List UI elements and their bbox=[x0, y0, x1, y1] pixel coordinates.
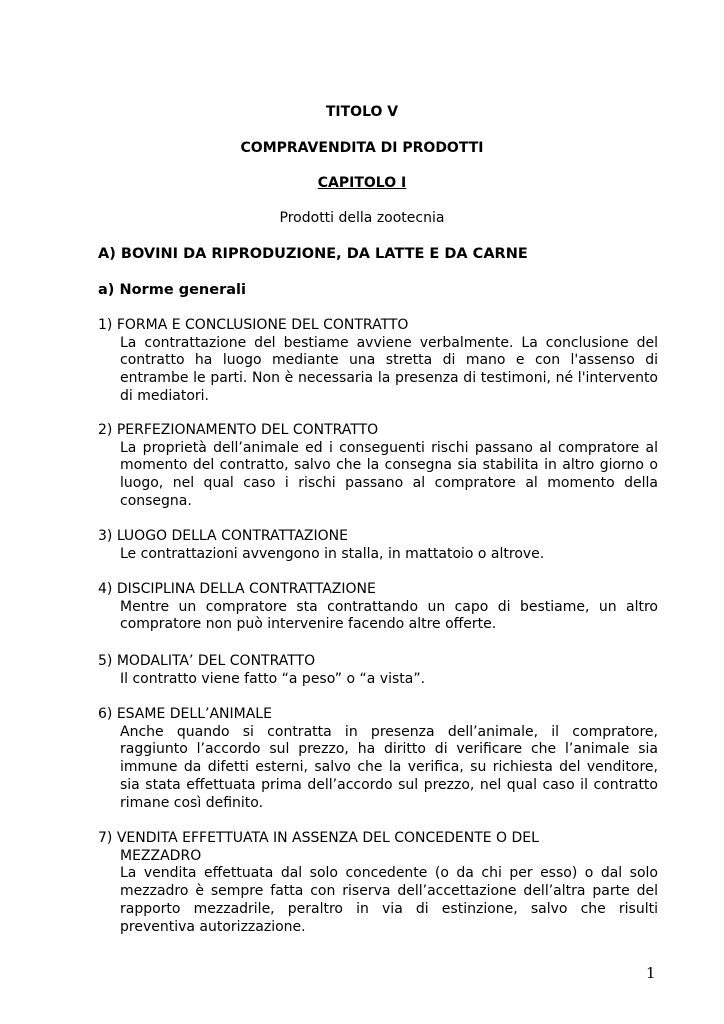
subsection-a-heading: a) Norme generali bbox=[98, 282, 246, 298]
article-title: 3) LUOGO DELLA CONTRATTAZIONE bbox=[98, 528, 348, 544]
article-body: Anche quando si contratta in presenza dell’animale, il compratore, raggiunto l’accordo sul prezzo, ha diritto di verificare che l’animale sia immune da difetti esterni, salvo che la verifica, su richiesta del venditore, sia stata effettuata prima dell’accordo sul prezzo, nel qual caso il contratto rimane così definito. bbox=[120, 723, 658, 811]
article-title: 1) FORMA E CONCLUSIONE DEL CONTRATTO bbox=[98, 317, 409, 333]
article-title: 7) VENDITA EFFETTUATA IN ASSENZA DEL CONCEDENTE O DEL bbox=[98, 830, 539, 846]
article-2 bbox=[98, 422, 658, 511]
article-7 bbox=[98, 830, 658, 936]
subtitle-heading: COMPRAVENDITA DI PRODOTTI bbox=[240, 140, 484, 156]
article-4 bbox=[98, 581, 658, 634]
article-body: Le contrattazioni avvengono in stalla, in mattatoio o altrove. bbox=[120, 545, 545, 562]
article-6 bbox=[98, 706, 658, 812]
article-body: La contrattazione del bestiame avviene verbalmente. La conclusione del contratto ha luogo mediante una stretta di mano e con l'assenso di entrambe le parti. Non è necessaria la presenza di testimoni, né l'intervento di mediatori. bbox=[120, 334, 658, 404]
article-body: Il contratto viene fatto “a peso” o “a vista”. bbox=[120, 670, 426, 687]
capitolo-heading: CAPITOLO I bbox=[317, 175, 407, 191]
article-title: 4) DISCIPLINA DELLA CONTRATTAZIONE bbox=[98, 581, 376, 597]
article-title: 2) PERFEZIONAMENTO DEL CONTRATTO bbox=[98, 422, 379, 438]
article-title: 5) MODALITA’ DEL CONTRATTO bbox=[98, 653, 316, 669]
article-body: La vendita effettuata dal solo concedente (o da chi per esso) o dal solo mezzadro è sempre fatta con riserva dell’accettazione dell’altra parte del rapporto mezzadrile, peraltro in via di estinzione, salvo che risulti preventiva autorizzazione. bbox=[120, 865, 658, 935]
article-body: Mentre un compratore sta contrattando un capo di bestiame, un altro compratore non può intervenire facendo altre offerte. bbox=[120, 598, 658, 633]
page-number: 1 bbox=[646, 964, 656, 982]
titolo-heading: TITOLO V bbox=[325, 104, 399, 120]
article-3 bbox=[98, 528, 658, 563]
article-body: La proprietà dell’animale ed i conseguenti rischi passano al compratore al momento del contratto, salvo che la consegna sia stabilita in altro giorno o luogo, nel qual caso i rischi passano al compratore al momento della consegna. bbox=[120, 439, 658, 509]
article-title: 6) ESAME DELL’ANIMALE bbox=[98, 706, 272, 722]
article-5 bbox=[98, 653, 658, 688]
article-title-continuation: MEZZADRO bbox=[120, 847, 202, 864]
section-a-heading: A) BOVINI DA RIPRODUZIONE, DA LATTE E DA CARNE bbox=[98, 246, 528, 262]
chapter-name: Prodotti della zootecnia bbox=[279, 210, 445, 226]
article-1 bbox=[98, 317, 658, 406]
